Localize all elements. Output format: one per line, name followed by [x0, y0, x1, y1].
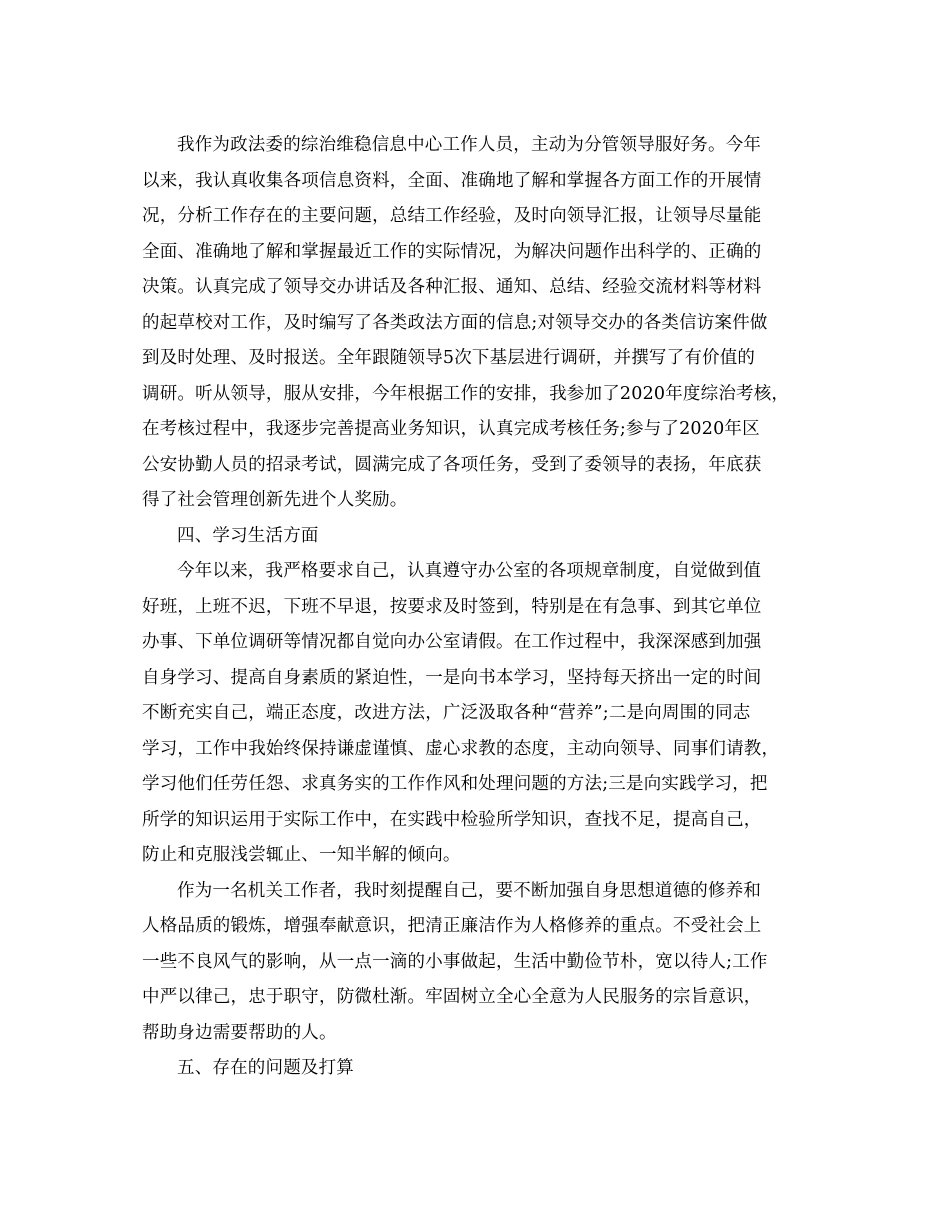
- text-line: 学习他们任劳任怨、求真务实的工作作风和处理问题的方法;三是向实践学习，把: [142, 774, 768, 794]
- paragraph-ethics: [142, 874, 812, 1052]
- text-line: 公安协勤人员的招录考试，圆满完成了各项任务，受到了委领导的表扬，年底获: [142, 454, 762, 475]
- text-line: 作为一名机关工作者，我时刻提醒自己，要不断加强自身思想道德的修养和: [177, 880, 762, 901]
- text-line: 好班，上班不迟，下班不早退，按要求及时签到，特别是在有急事、到其它单位: [142, 596, 762, 617]
- text-line: 自身学习、提高自身素质的紧迫性，一是向书本学习，坚持每天挤出一定的时间: [142, 667, 762, 688]
- document-body: [142, 128, 812, 1087]
- text-line: 决策。认真完成了领导交办讲话及各种汇报、通知、总结、经验交流材料等材料: [142, 277, 762, 297]
- section-heading-problems-plans: 五、存在的问题及打算: [177, 1058, 354, 1078]
- text-line: 办事、下单位调研等情况都自觉向办公室请假。在工作过程中，我深深感到加强: [142, 632, 762, 652]
- text-line: 到及时处理、及时报送。全年跟随领导5次下基层进行调研，并撰写了有价值的: [142, 348, 756, 368]
- text-line: 调研。听从领导，服从安排，今年根据工作的安排，我参加了2020年度综治考核，: [142, 383, 790, 404]
- text-line: 中严以律己，忠于职守，防微杜渐。牢固树立全心全意为人民服务的宗旨意识，: [142, 987, 762, 1007]
- section-heading-study-life: 四、学习生活方面: [177, 525, 319, 546]
- text-line: 得了社会管理创新先进个人奖励。: [142, 490, 408, 510]
- text-line: 在考核过程中，我逐步完善提高业务知识，认真完成考核任务;参与了2020年区: [142, 419, 760, 439]
- text-line: 人格品质的锻炼，增强奉献意识，把清正廉洁作为人格修养的重点。不受社会上: [142, 916, 762, 936]
- text-line: 以来，我认真收集各项信息资料，全面、准确地了解和掌握各方面工作的开展情: [142, 170, 762, 191]
- paragraph-study: [142, 554, 812, 874]
- text-line: 不断充实自己，端正态度，改进方法，广泛汲取各种“营养”;二是向周围的同志: [142, 703, 751, 723]
- text-line: 帮助身边需要帮助的人。: [142, 1022, 337, 1043]
- text-line: 今年以来，我严格要求自己，认真遵守办公室的各项规章制度，自觉做到值: [177, 561, 762, 581]
- text-line: 我作为政法委的综治维稳信息中心工作人员，主动为分管领导服好务。今年: [177, 135, 762, 155]
- paragraph-work-duties: [142, 128, 812, 519]
- text-line: 一些不良风气的影响，从一点一滴的小事做起，生活中勤俭节朴，宽以待人;工作: [142, 951, 768, 972]
- text-line: 的起草校对工作，及时编写了各类政法方面的信息;对领导交办的各类信访案件做: [142, 312, 768, 333]
- text-line: 全面、准确地了解和掌握最近工作的实际情况，为解决问题作出科学的、正确的: [142, 241, 762, 262]
- text-line: 所学的知识运用于实际工作中，在实践中检验所学知识，查找不足，提高自己，: [142, 809, 762, 830]
- text-line: 学习，工作中我始终保持谦虚谨慎、虚心求教的态度，主动向领导、同事们请教，: [142, 738, 780, 759]
- text-line: 况，分析工作存在的主要问题，总结工作经验，及时向领导汇报，让领导尽量能: [142, 206, 762, 226]
- text-line: 防止和克服浅尝辄止、一知半解的倾向。: [142, 845, 461, 865]
